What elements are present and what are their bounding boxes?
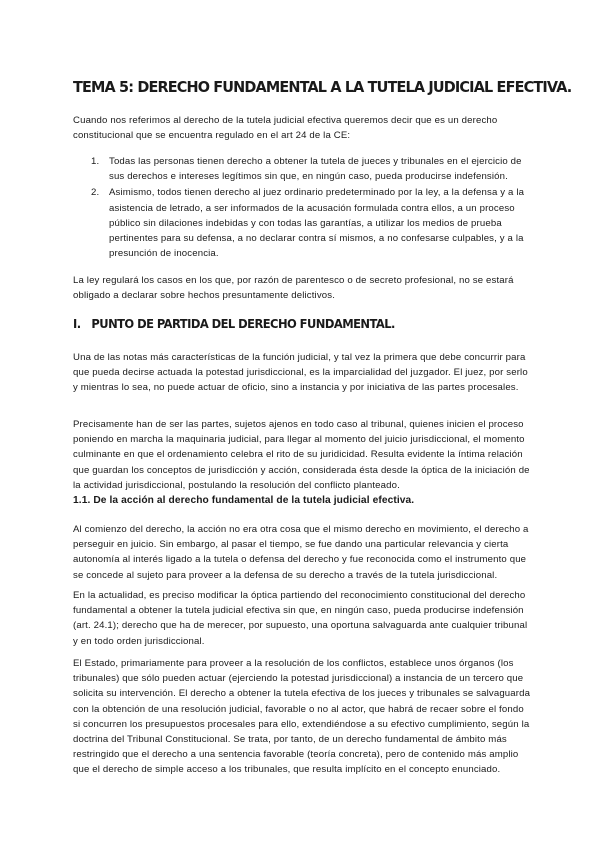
paragraph-partes: Precisamente han de ser las partes, sujetos ajenos en todo caso al tribunal, quienes inicien el proceso poniendo en marcha la maquinaria judicial, para llegar al momento del juicio jurisdiccional, el momento culminante en que el ordenamiento celebra el rito de su juridicidad. Resulta evidente la íntima relación que guardan los conceptos de jurisdicción y acción, considerada ésta desde la óptica de la iniciación de la actividad jurisdiccional, postulando la resolución del conflicto planteado. [73,419,530,491]
article-list [73,154,533,262]
list-item [73,154,533,184]
list-text: Asimismo, todos tienen derecho al juez ordinario predeterminado por la ley, a la defensa y a la asistencia de letrado, a ser informados de la acusación formulada contra ellos, a un proceso público sin dilaciones indebidas y con todas las garantías, a utilizar los medios de prueba pertinentes para su defensa, a no declarar contra sí mismos, a no confesarse culpables, y a la presunción de inocencia. [109,187,525,260]
document-title: TEMA 5: DERECHO FUNDAMENTAL A LA TUTELA JUDICIAL EFECTIVA. [73,78,572,96]
section-number: I. [73,316,81,331]
paragraph-estado: El Estado, primariamente para proveer a la resolución de los conflictos, establece unos órganos (los tribunales) que sólo pueden actuar (ejerciendo la potestad jurisdiccional) a instancia de un tercero que solicita su intervención. El derecho a obtener la tutela efectiva de los jueces y tribunales se salvaguarda con la obtención de una resolución judicial, favorable o no al actor, que habrá de recaer sobre el fondo si concurren los presupuestos procesales para ello, extendiéndose a su efectivo cumplimiento, según la doctrina del Tribunal Constitucional. Se trata, por tanto, de un derecho fundamental de ámbito más restringido que el derecho a una sentencia favorable (teoría concreta), pero de contenido más amplio que el derecho de simple acceso a los tribunales, que resulta implícito en el concepto enunciado. [73,658,531,776]
list-text: Todas las personas tienen derecho a obtener la tutela de jueces y tribunales en el ejercicio de sus derechos e intereses legítimos sin que, en ningún caso, pueda producirse indefensión. [109,156,522,183]
paragraph-accion: Al comienzo del derecho, la acción no era otra cosa que el mismo derecho en movimiento, el derecho a perseguir en juicio. Sin embargo, al pasar el tiempo, se fue dando una particular relevancia y cierta autonomía al interés ligado a la tutela o defensa del derecho y fue reconocida como el instrumento que se concede al sujeto para proveer a la defensa de su derecho a través de la tutela jurisdiccional. [73,524,529,581]
paragraph-actualidad: En la actualidad, es preciso modificar la óptica partiendo del reconocimiento constitucional del derecho fundamental a obtener la tutela judicial efectiva sin que, en ningún caso, pueda producirse indefensión (art. 24.1); derecho que ha de merecer, por supuesto, una oportuna salvaguarda ante cualquier tribunal y en todo orden jurisdiccional. [73,590,528,647]
list-number: 1. [91,156,100,167]
section-title: PUNTO DE PARTIDA DEL DERECHO FUNDAMENTAL. [91,316,395,331]
subsection-heading: 1.1. De la acción al derecho fundamental de la tutela judicial efectiva. [73,495,415,506]
section-heading [73,316,395,331]
paragraph-ley: La ley regulará los casos en los que, por razón de parentesco o de secreto profesional, no se estará obligado a declarar sobre hechos presuntamente delictivos. [73,275,514,302]
paragraph-imparcialidad: Una de las notas más características de la función judicial, y tal vez la primera que debe concurrir para que pueda decirse actuada la potestad jurisdiccional, es la imparcialidad del juzgador. El juez, por serlo y mientras lo sea, no puede actuar de oficio, sino a instancia y por iniciativa de las partes procesales. [73,352,528,394]
list-item [73,185,533,261]
list-number: 2. [91,187,100,199]
intro-paragraph: Cuando nos referimos al derecho de la tutela judicial efectiva queremos decir que es un derecho constitucional que se encuentra regulado en el art 24 de la CE: [73,115,498,142]
